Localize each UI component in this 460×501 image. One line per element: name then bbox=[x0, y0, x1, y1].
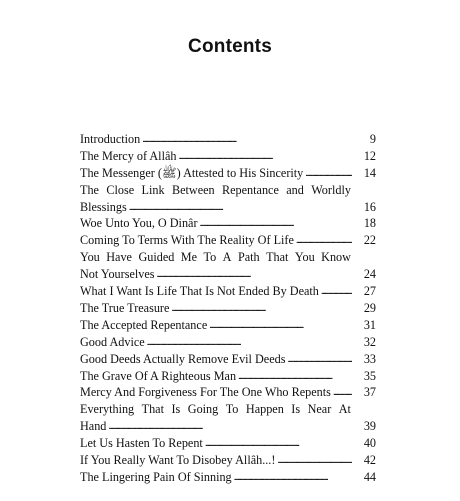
toc-entry-word: Me bbox=[180, 250, 198, 265]
dot-leader bbox=[238, 367, 352, 385]
toc-entry-title: Introduction bbox=[80, 132, 141, 146]
toc-entry-title: Woe Unto You, O Dinâr bbox=[80, 216, 198, 231]
toc-entry bbox=[80, 401, 376, 435]
toc-entry-first-line bbox=[80, 249, 376, 266]
toc-entry-word: Worldly bbox=[311, 182, 351, 197]
dot-leader bbox=[287, 350, 352, 368]
toc-entry bbox=[80, 148, 376, 165]
toc-entry-word: Repentance bbox=[222, 182, 279, 197]
toc-entry-page-number: 40 bbox=[363, 436, 376, 451]
toc-entry-word: and bbox=[286, 182, 304, 197]
toc-entry bbox=[80, 435, 376, 452]
toc-entry bbox=[80, 452, 376, 469]
toc-entry-title: Good Advice bbox=[80, 334, 145, 349]
toc-entry bbox=[80, 334, 376, 351]
toc-entry-word: Is bbox=[171, 402, 181, 417]
toc-entry bbox=[80, 384, 376, 401]
toc-entry-word: You bbox=[294, 250, 315, 265]
dot-leader bbox=[321, 282, 352, 300]
toc-entry-word: Have bbox=[106, 250, 132, 265]
toc-entry-word: Guided bbox=[138, 250, 175, 265]
toc-entry-page-number: 42 bbox=[363, 452, 376, 467]
toc-entry-page-number: 31 bbox=[363, 317, 376, 332]
dot-leader bbox=[305, 164, 352, 182]
dot-leader bbox=[277, 451, 352, 469]
toc-entry-page-number: 12 bbox=[363, 148, 376, 163]
toc-entry-page-number: 37 bbox=[363, 385, 376, 400]
toc-entry-first-line bbox=[80, 182, 376, 199]
toc-entry-word: Close bbox=[106, 182, 135, 197]
toc-entry-page-number: 16 bbox=[363, 199, 376, 214]
toc-entry-word: That bbox=[141, 402, 164, 417]
toc-entry-page-number: 18 bbox=[363, 216, 376, 231]
toc-entry-page-number: 14 bbox=[363, 165, 376, 180]
toc-entry-word: Everything bbox=[80, 402, 135, 417]
toc-entry bbox=[80, 300, 376, 317]
toc-entry-page-number: 35 bbox=[363, 368, 376, 383]
toc-entry-page-number: 39 bbox=[363, 419, 376, 434]
toc-entry bbox=[80, 283, 376, 300]
toc-entry-word: Is bbox=[291, 402, 301, 417]
toc-entry-word: Happen bbox=[245, 402, 284, 417]
toc-entry-title: The Grave Of A Righteous Man bbox=[80, 368, 237, 383]
toc-entry-word: Between bbox=[171, 182, 215, 197]
dot-leader bbox=[147, 333, 352, 351]
toc-entry bbox=[80, 469, 376, 486]
toc-entry-word: Path bbox=[237, 250, 260, 265]
dot-leader bbox=[108, 417, 352, 435]
toc-entry-page-number: 29 bbox=[363, 300, 376, 315]
toc-entry bbox=[80, 182, 376, 216]
toc-entry-first-line bbox=[80, 401, 376, 418]
toc-entry-page-number: 22 bbox=[363, 233, 376, 248]
toc-entry bbox=[80, 131, 376, 148]
toc-entry-title: The Mercy of Allâh bbox=[80, 148, 177, 163]
dot-leader bbox=[129, 198, 352, 216]
toc-entry-page-number: 9 bbox=[369, 132, 376, 146]
dot-leader bbox=[296, 231, 352, 249]
toc-entry-title: If You Really Want To Disobey Allâh...! bbox=[80, 452, 276, 467]
toc-entry-word: Going bbox=[187, 402, 219, 417]
toc-entry bbox=[80, 317, 376, 334]
toc-entry-word: Near bbox=[307, 402, 332, 417]
toc-entry-word: To bbox=[203, 250, 217, 265]
toc-entry bbox=[80, 165, 376, 182]
toc-entry-title: The Lingering Pain Of Sinning bbox=[80, 469, 232, 484]
toc-entry-title: Hand bbox=[80, 419, 107, 434]
toc-entry-word: You bbox=[80, 250, 100, 265]
toc-entry-title: Blessings bbox=[80, 199, 127, 214]
dot-leader bbox=[157, 265, 353, 283]
toc-entry-title: Coming To Terms With The Reality Of Life bbox=[80, 233, 294, 248]
toc-entry-word: At bbox=[338, 402, 351, 417]
table-of-contents bbox=[80, 131, 376, 486]
toc-entry bbox=[80, 351, 376, 368]
toc-entry-word: Know bbox=[321, 250, 351, 265]
page-title: Contents bbox=[188, 36, 272, 57]
dot-leader bbox=[142, 130, 352, 148]
toc-entry-title: Mercy And Forgiveness For The One Who Repents bbox=[80, 385, 331, 400]
toc-entry-page-number: 27 bbox=[363, 284, 376, 299]
toc-entry-page-number: 33 bbox=[363, 351, 376, 366]
toc-entry-title: The Messenger (ﷺ) Attested to His Sincerity bbox=[80, 165, 304, 180]
dot-leader bbox=[171, 299, 352, 317]
toc-entry-page-number: 44 bbox=[363, 469, 376, 484]
toc-entry-title: The Accepted Repentance bbox=[80, 317, 208, 332]
dot-leader bbox=[333, 383, 352, 401]
toc-entry-word: Link bbox=[141, 182, 165, 197]
toc-entry-title: What I Want Is Life That Is Not Ended By Death bbox=[80, 284, 319, 299]
toc-entry-page-number: 24 bbox=[363, 267, 376, 282]
toc-entry-title: The True Treasure bbox=[80, 300, 170, 315]
dot-leader bbox=[200, 214, 352, 232]
toc-entry-word: The bbox=[80, 182, 99, 197]
dot-leader bbox=[205, 434, 352, 452]
toc-entry bbox=[80, 232, 376, 249]
toc-entry bbox=[80, 215, 376, 232]
toc-entry bbox=[80, 249, 376, 283]
dot-leader bbox=[209, 316, 352, 334]
toc-entry-title: Not Yourselves bbox=[80, 267, 155, 282]
dot-leader bbox=[234, 468, 352, 486]
toc-entry bbox=[80, 368, 376, 385]
toc-entry-word: A bbox=[222, 250, 232, 265]
toc-entry-title: Let Us Hasten To Repent bbox=[80, 436, 203, 451]
dot-leader bbox=[178, 147, 352, 165]
toc-entry-title: Good Deeds Actually Remove Evil Deeds bbox=[80, 351, 286, 366]
toc-entry-page-number: 32 bbox=[363, 334, 376, 349]
toc-entry-word: To bbox=[225, 402, 239, 417]
toc-entry-word: That bbox=[266, 250, 289, 265]
